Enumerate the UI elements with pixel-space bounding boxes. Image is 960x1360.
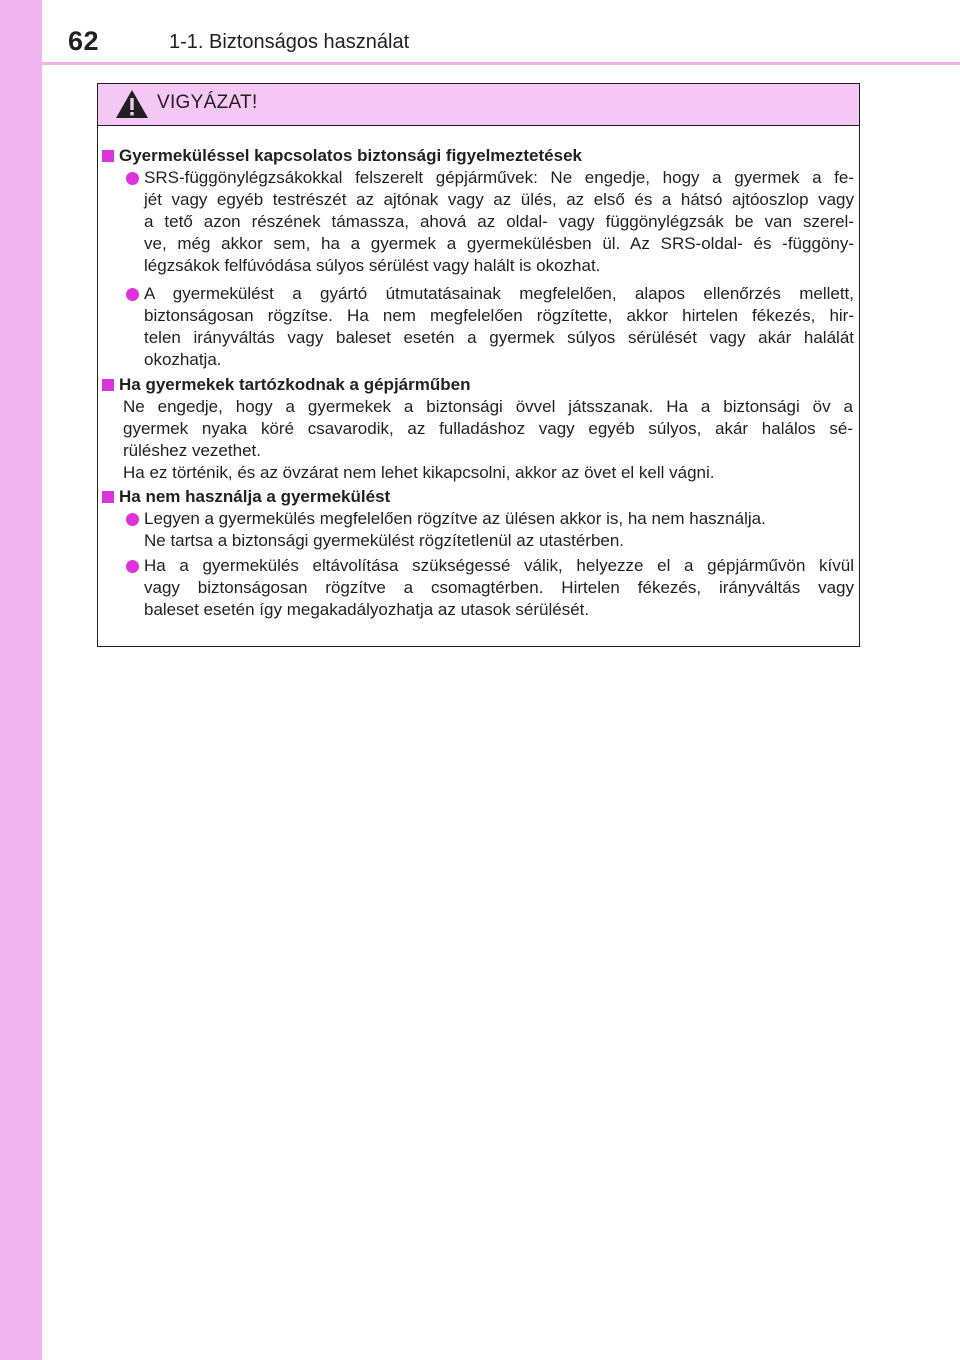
- page-number: 62: [68, 26, 100, 56]
- section-heading: Ha nem használja a gyermekülést: [102, 486, 390, 508]
- caution-box: [97, 83, 860, 647]
- caution-title: VIGYÁZAT!: [157, 92, 258, 113]
- section-heading: Ha gyermekek tartózkodnak a gépjárműben: [102, 374, 470, 396]
- square-bullet-icon: [102, 491, 114, 503]
- caution-header: [98, 84, 859, 126]
- circle-bullet-icon: [126, 288, 139, 301]
- section-paragraph: Ne engedje, hogy a gyermekek a biztonsági övvel játsszanak. Ha a biztonsági öv a gyermek nyaka köré csavarodik, az fulladáshoz vagy egyéb súlyos, akár halálos sé- rüléshez vezethet. Ha ez történik, és az övzárat nem lehet kikapcsolni, akkor az övet el kell vágni.: [123, 397, 853, 482]
- circle-bullet-icon: [126, 513, 139, 526]
- bullet-paragraph: SRS-függönylégzsákokkal felszerelt gépjárművek: Ne engedje, hogy a gyermek a fe- jét vagy egyéb testrészét az ajtónak vagy az ülés, az első és a hátsó ajtóoszlop vagy a tető azon részének támassza, ahová az oldal- vagy függönylégzsák be van szerel- ve, még akkor sem, ha a gyermek a gyermekülésben ül. Az SRS-oldal- és -függöny- légzsákok felfúvódása súlyos sérülést vagy halált is okozhat.: [144, 168, 854, 275]
- section-heading: Gyermeküléssel kapcsolatos biztonsági figyelmeztetések: [102, 145, 582, 167]
- circle-bullet-icon: [126, 560, 139, 573]
- circle-bullet-icon: [126, 172, 139, 185]
- bullet-paragraph: Ha a gyermekülés eltávolítása szükségessé válik, helyezze el a gépjárművön kívül vagy biztonságosan rögzítve a csomagtérben. Hirtelen fékezés, irányváltás vagy baleset esetén így megakadályozhatja az utasok sérülését.: [144, 556, 854, 619]
- header-rule: [42, 62, 960, 65]
- bullet-paragraph: A gyermekülést a gyártó útmutatásainak megfelelően, alapos ellenőrzés mellett, biztonságosan rögzítse. Ha nem megfelelően rögzítette, akkor hirtelen fékezés, hir- telen irányváltás vagy baleset esetén a gyermek súlyos sérülését vagy akár halálát okozhatja.: [144, 284, 854, 369]
- square-bullet-icon: [102, 379, 114, 391]
- square-bullet-icon: [102, 150, 114, 162]
- warning-triangle-icon: [115, 89, 149, 119]
- section-title: 1-1. Biztonságos használat: [169, 31, 410, 53]
- side-tab-strip: [0, 0, 42, 1360]
- bullet-paragraph: Legyen a gyermekülés megfelelően rögzítve az ülésen akkor is, ha nem használja. Ne tartsa a biztonsági gyermekülést rögzítetlenül az utastérben.: [144, 509, 766, 550]
